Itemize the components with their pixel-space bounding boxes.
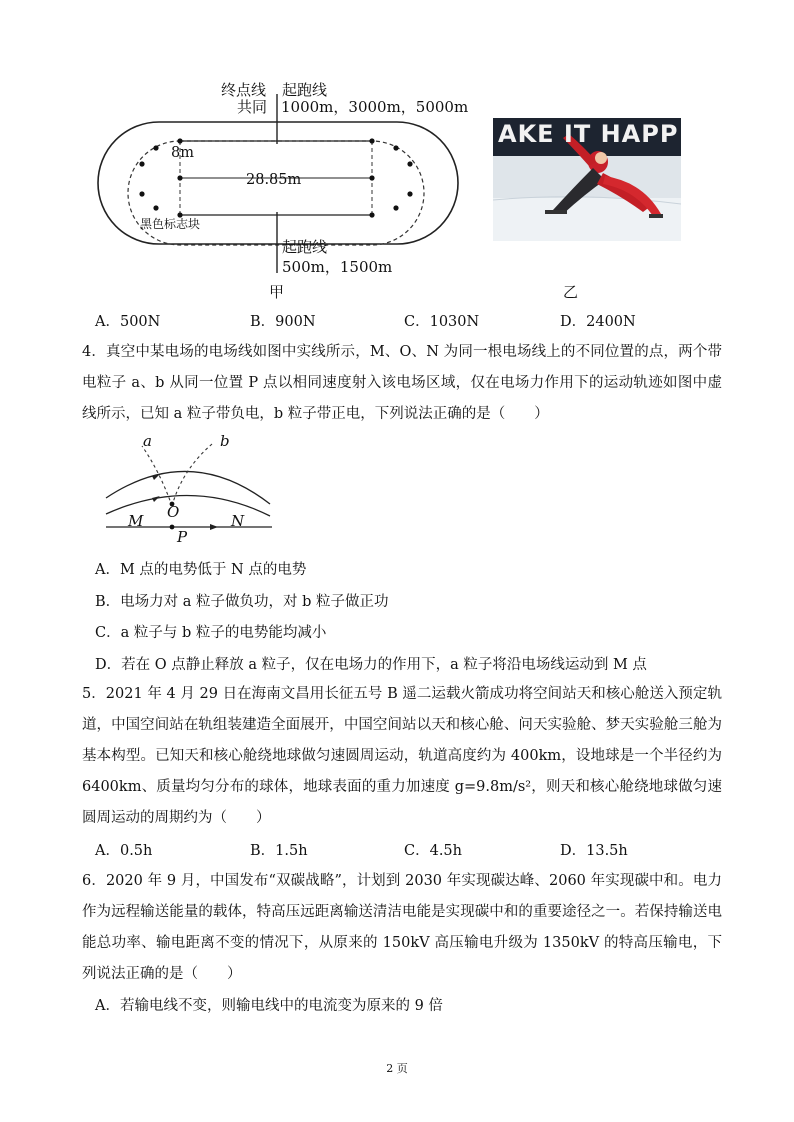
q6-option-a[interactable]: A．若输电线不变，则输电线中的电流变为原来的 9 倍 (95, 998, 443, 1014)
top-distances-label: 1000m，3000m，5000m (281, 98, 469, 116)
q5-option-b[interactable]: B．1.5h (250, 843, 308, 859)
q5-option-a[interactable]: A．0.5h (95, 843, 153, 859)
figure-yi-caption: 乙 (563, 283, 579, 301)
photo-banner-text: AKE IT HAPP (498, 120, 678, 148)
finish-line-label: 终点线 (221, 81, 267, 99)
width-label: 8m (171, 145, 194, 161)
electric-field-diagram (100, 432, 280, 547)
q3-option-b[interactable]: B．900N (250, 314, 316, 330)
label-P: P (177, 528, 188, 546)
q3-option-a[interactable]: A．500N (95, 314, 161, 330)
q4-option-a[interactable]: A．M 点的电势低于 N 点的电势 (95, 562, 307, 578)
q5-option-d[interactable]: D．13.5h (560, 843, 628, 859)
q4-option-b[interactable]: B．电场力对 a 粒子做负功，对 b 粒子做正功 (95, 594, 389, 610)
label-O: O (167, 503, 180, 521)
start-line-bottom-label: 起跑线 (282, 238, 328, 256)
length-label: 28.85m (246, 172, 302, 188)
q4-option-c[interactable]: C．a 粒子与 b 粒子的电势能均减小 (95, 625, 327, 641)
shared-label: 共同 (237, 98, 268, 116)
q5-stem: 5．2021 年 4 月 29 日在海南文昌用长征五号 B 遥二运载火箭成功将空间站天和核心舱送入预定轨道，中国空间站在轨组装建造全面展开，中国空间站以天和核心舱、问天实验舱、梦天实验舱三舱为基本构型。已知天和核心舱绕地球做匀速圆周运动，轨道高度约为 400km，设地球是一个半径约为 6400km、质量均匀分布的球体，地球表面的重力加速度 g=9.8m/s²，则天和核心舱绕地球做匀速圆周运动的周期约为（ ） (82, 686, 722, 826)
label-a: a (143, 432, 152, 450)
q6-stem: 6．2020 年 9 月，中国发布“双碳战略”，计划到 2030 年实现碳达峰、2060 年实现碳中和。电力作为远程输送能量的载体，特高压远距离输送清洁电能是实现碳中和的重要途径之一。若保持输送电能总功率、输电距离不变的情况下，从原来的 150kV 高压输电升级为 1350kV 的特高压输电，下列说法正确的是（ ） (82, 873, 722, 982)
q3-option-d[interactable]: D．2400N (560, 314, 636, 330)
label-b: b (220, 432, 230, 450)
start-line-top-label: 起跑线 (282, 81, 328, 99)
q5-option-c[interactable]: C．4.5h (404, 843, 462, 859)
figure-jia-caption: 甲 (269, 283, 285, 301)
q4-stem: 4．真空中某电场的电场线如图中实线所示，M、O、N 为同一根电场线上的不同位置的点，两个带电粒子 a、b 从同一位置 P 点以相同速度射入该电场区域，仅在电场力作用下的运动轨迹如图中虚线所示，已知 a 粒子带负电，b 粒子带正电，下列说法正确的是（ ） (82, 344, 722, 422)
q4-option-d[interactable]: D．若在 O 点静止释放 a 粒子，仅在电场力的作用下，a 粒子将沿电场线运动到 M 点 (95, 657, 647, 673)
marker-label: 黑色标志块 (140, 217, 201, 231)
bottom-distances-label: 500m，1500m (282, 258, 393, 276)
q3-option-c[interactable]: C．1030N (404, 314, 480, 330)
label-N: N (231, 512, 245, 530)
page-number: 2 页 (386, 1062, 408, 1075)
label-M: M (128, 512, 144, 530)
